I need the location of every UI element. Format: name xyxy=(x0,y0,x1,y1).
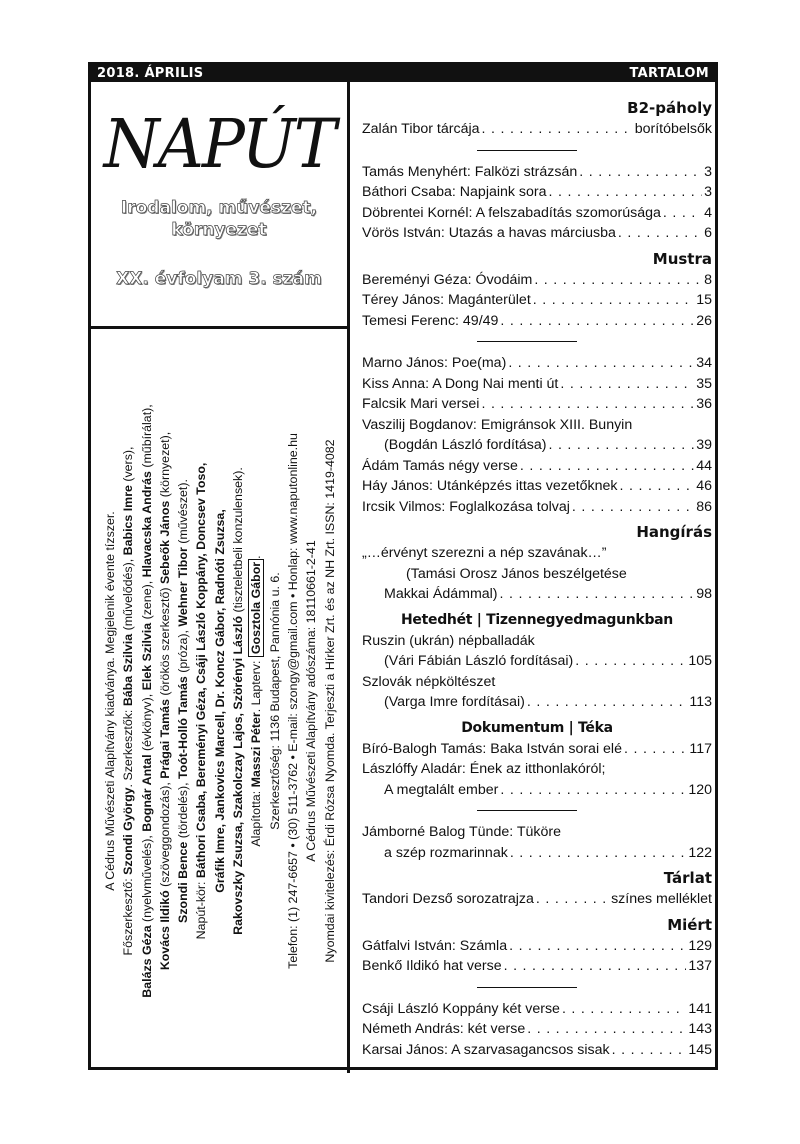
toc-entry-title: Zalán Tibor tárcája xyxy=(362,121,480,137)
imprint-text: (évkönyv), xyxy=(139,690,154,755)
imprint-text: Napút-kör: xyxy=(194,878,209,940)
imprint-text: Főszerkesztő: xyxy=(121,874,136,956)
toc-entry xyxy=(362,822,712,843)
section-heading: Dokumentum | Téka xyxy=(461,719,613,736)
imprint-line xyxy=(247,341,265,1061)
toc-entry-title: Benkő Ildikó hat verse xyxy=(362,958,502,974)
toc-entry xyxy=(362,394,712,415)
subtitle-line-2: környezet xyxy=(171,220,267,240)
imprint-name: Toót-Holló Tamás xyxy=(176,676,191,780)
imprint-line xyxy=(101,341,119,1061)
dot-leader xyxy=(482,119,633,140)
separator xyxy=(477,150,577,151)
toc-entry-title: Tamás Menyhért: Falközi strázsán xyxy=(362,163,578,180)
imprint-text: A Cédrus Művészeti Alapítvány adószáma: 18110661-2-41 xyxy=(304,540,319,862)
toc-entry-page: 35 xyxy=(696,375,712,392)
imprint-text: (műbírálat), xyxy=(139,404,154,472)
dot-leader xyxy=(504,956,687,977)
dot-leader xyxy=(481,394,694,415)
imprint-name: Kovács Ildikó xyxy=(157,890,172,971)
toc-entry-title: Ádám Tamás négy verse xyxy=(362,457,518,474)
imprint-text: (örökös szerkesztő) xyxy=(157,584,172,700)
toc-entry xyxy=(362,223,712,244)
toc-entry xyxy=(362,564,712,585)
toc-entry-title: Szlovák népköltészet xyxy=(362,673,496,690)
subtitle-line-1: Irodalom, művészet, xyxy=(120,198,318,218)
dot-leader xyxy=(500,780,686,801)
toc-entry-title: Bereményi Géza: Óvodáim xyxy=(362,271,533,288)
toc-entry-title: (Tamási Orosz János beszélgetése xyxy=(406,565,627,582)
toc-entry-title: Lászlóffy Aladár: Ének az itthonlakóról; xyxy=(362,761,606,777)
toc-entry-page: 3 xyxy=(704,163,712,180)
imprint-text: (vers), xyxy=(121,446,136,486)
toc-entry xyxy=(362,889,712,910)
volume-number: XX. évfolyam 3. szám xyxy=(116,269,322,289)
dot-leader xyxy=(510,843,687,864)
dot-leader xyxy=(527,1019,686,1040)
imprint-line xyxy=(156,341,174,1061)
toc-entry-page: 86 xyxy=(696,498,712,515)
toc-entry xyxy=(362,497,712,518)
imprint-line xyxy=(119,341,137,1061)
toc-entry-title: Tandori Dezső sorozatrajza xyxy=(362,891,534,907)
toc-entry xyxy=(362,584,712,605)
section-heading: Miért xyxy=(667,915,712,934)
imprint-line xyxy=(321,341,339,1061)
imprint-text: Alapította: xyxy=(249,787,264,847)
toc-entry xyxy=(362,543,712,564)
toc-entry xyxy=(362,353,712,374)
dot-leader xyxy=(663,203,702,224)
imprint-text: . xyxy=(249,555,264,559)
toc-entry-title: Gátfalvi István: Számla xyxy=(362,937,508,954)
dot-leader xyxy=(527,692,688,713)
toc-entry-page: 26 xyxy=(696,312,712,329)
dot-leader xyxy=(624,739,687,760)
imprint-line xyxy=(192,341,210,1061)
dot-leader xyxy=(533,290,694,311)
toc-entry-title: (Vári Fábián László fordításai) xyxy=(384,653,574,669)
imprint-name: Szondi Bence xyxy=(176,841,191,923)
imprint-text: A Cédrus Művészeti Alapítvány kiadványa. Megjelenik évente tízszer. xyxy=(103,511,117,891)
dot-leader xyxy=(562,999,686,1020)
imprint-name: Gosztola Gábor xyxy=(248,559,264,657)
toc-entry-title: Ircsik Vilmos: Foglalkozása tolvaj xyxy=(362,498,570,515)
imprint-text: (művelődés), xyxy=(121,555,136,634)
toc-entry xyxy=(362,759,712,780)
imprint-text: Nyomdai kivitelezés: Érdi Rózsa Nyomda. Terjeszti a Hírker Zrt. és az NH Zrt. ISSN: 1419-4082 xyxy=(322,439,337,963)
imprint-line xyxy=(174,341,192,1061)
imprint-line xyxy=(284,341,302,1061)
toc-entry-title: Kiss Anna: A Dong Nai menti út xyxy=(362,375,559,392)
imprint-line xyxy=(302,341,320,1061)
toc-entry xyxy=(362,631,712,652)
masthead-subtitle xyxy=(91,197,347,241)
toc-entry-title: Bíró-Balogh Tamás: Baka István sorai elé xyxy=(362,740,622,757)
imprint-name: Bognár Antal xyxy=(139,754,154,832)
toc-entry-title: (Varga Imre fordításai) xyxy=(384,694,525,710)
toc-entry-title: A megtalált ember xyxy=(384,781,499,798)
toc-entry-page: borítóbelsők xyxy=(634,121,712,137)
dot-leader xyxy=(508,353,694,374)
imprint-name: Bába Szilvia xyxy=(121,633,136,707)
toc-entry xyxy=(362,162,712,183)
imprint-name: Rakovszky Zsuzsa, Szakolczay Lajos, Szörényi László xyxy=(231,615,246,935)
toc-entry xyxy=(362,374,712,395)
toc-entry-title: a szép rozmarinnak xyxy=(384,844,508,861)
toc-entry xyxy=(362,1019,712,1040)
imprint-text: (művészet). xyxy=(176,479,191,548)
imprint-name: Szondi György xyxy=(121,787,136,875)
dot-leader xyxy=(572,497,694,518)
toc-entry-page: 6 xyxy=(704,225,712,241)
imprint-text: (szöveggondozás), xyxy=(157,778,172,891)
toc-entry-title: (Bogdán László fordítása) xyxy=(384,437,547,453)
dot-leader xyxy=(560,374,694,395)
toc-entry-page: 145 xyxy=(688,1041,712,1058)
toc-entry-title: Ruszin (ukrán) népballadák xyxy=(362,632,535,649)
toc-entry xyxy=(362,476,712,497)
toc-entry-page: 137 xyxy=(688,958,712,974)
toc-entry xyxy=(362,182,712,203)
separator xyxy=(477,341,577,342)
section-heading: B2-páholy xyxy=(627,99,712,117)
dot-leader xyxy=(500,311,694,332)
toc-entry-title: Döbrentei Kornél: A felszabadítás szomorúsága xyxy=(362,204,661,221)
toc-entry xyxy=(362,843,712,864)
top-bar xyxy=(91,65,715,82)
imprint-name: Sebeők János xyxy=(157,500,172,585)
dot-leader xyxy=(618,223,702,244)
imprint-text: . Szerkesztők: xyxy=(121,706,136,788)
toc-entry-title: Németh András: két verse xyxy=(362,1021,526,1037)
dot-leader xyxy=(520,456,694,477)
imprint-name: Gráfik Imre, Jankovics Marcell, Dr. Koncz Gábor, Radnóti Zsuzsa, xyxy=(212,509,227,893)
toc-entry-title: Háy János: Utánképzés ittas vezetőknek xyxy=(362,478,618,494)
toc-entry-title: Vaszilij Bogdanov: Emigránsok XIII. Bunyin xyxy=(362,416,633,433)
toc-entry-page: 143 xyxy=(688,1021,712,1037)
imprint-text: (próza), xyxy=(176,626,191,677)
toc-entry-title: Báthori Csaba: Napjaink sora xyxy=(362,184,547,200)
toc-entry-page: 39 xyxy=(696,437,712,453)
imprint-name: Elek Szilvia xyxy=(139,622,154,691)
toc-entry-title: Karsai János: A szarvasagancsos sisak xyxy=(362,1041,610,1058)
imprint-text: (zene), xyxy=(139,577,154,623)
toc-entry xyxy=(362,936,712,957)
toc-entry xyxy=(362,203,712,224)
toc-entry-title: Falcsik Mari versei xyxy=(362,396,480,412)
section-heading: Hetedhét | Tizennegyedmagunkban xyxy=(401,611,673,628)
separator xyxy=(477,987,577,988)
toc-entry xyxy=(362,1040,712,1061)
dot-leader xyxy=(534,270,702,291)
toc-entry-page: 120 xyxy=(688,781,712,798)
section-heading: Tárlat xyxy=(663,869,712,887)
imprint-line xyxy=(266,341,284,1061)
toc-entry-page: 141 xyxy=(688,1000,712,1017)
toc-entry xyxy=(362,739,712,760)
page-frame xyxy=(88,62,718,1070)
imprint-name: Balázs Géza xyxy=(139,925,154,998)
separator xyxy=(477,810,577,811)
napút-logo: NAPÚT xyxy=(103,106,335,184)
imprint-name: Masszi Péter xyxy=(249,712,264,788)
imprint-name: Hlavacska András xyxy=(139,471,154,578)
dot-leader xyxy=(612,1040,687,1061)
section-title: TARTALOM xyxy=(629,66,709,81)
imprint-text: (nyelvművelés), xyxy=(139,831,154,926)
toc-entry xyxy=(362,270,712,291)
toc-entry-page: 34 xyxy=(696,355,712,371)
imprint-text: (környezet), xyxy=(157,431,172,501)
toc-entry-page: 122 xyxy=(688,844,712,861)
toc-entry-page: 36 xyxy=(696,396,712,412)
imprint-line xyxy=(229,341,247,1061)
imprint-name: Wehner Tibor xyxy=(176,547,191,627)
toc-entry xyxy=(362,692,712,713)
toc-entry-title: Vörös István: Utazás a havas márciusba xyxy=(362,225,616,241)
imprint-text: Szerkesztőség: 1136 Budapest, Pannónia u. 6. xyxy=(267,572,282,830)
toc-entry-page: 8 xyxy=(704,271,712,288)
toc-entry-page: 15 xyxy=(696,292,712,308)
toc-entry-page: 117 xyxy=(689,740,712,757)
toc-entry-title: Temesi Ferenc: 49/49 xyxy=(362,312,499,329)
toc-entry-title: „…érvényt szerezni a nép szavának…” xyxy=(362,545,607,561)
toc-entry-page: színes melléklet xyxy=(611,891,712,907)
toc-entry xyxy=(362,119,712,140)
toc-entry xyxy=(362,311,712,332)
table-of-contents xyxy=(362,93,712,1060)
section-heading: Hangírás xyxy=(636,523,712,541)
imprint-text: . Lapterv: xyxy=(249,657,264,713)
issue-date: 2018. ÁPRILIS xyxy=(97,66,204,81)
column-divider xyxy=(347,82,350,1073)
toc-entry-page: 113 xyxy=(689,694,712,710)
toc-entry xyxy=(362,956,712,977)
toc-entry-title: Jámborné Balog Tünde: Tüköre xyxy=(362,824,562,840)
dot-leader xyxy=(536,889,609,910)
toc-entry-page: 105 xyxy=(688,653,712,669)
toc-entry-page: 46 xyxy=(696,478,712,494)
toc-entry-page: 3 xyxy=(704,184,712,200)
toc-entry-title: Makkai Ádámmal) xyxy=(384,586,498,602)
imprint-line xyxy=(138,341,156,1061)
imprint-text: (tördelés), xyxy=(176,779,191,842)
toc-entry xyxy=(362,456,712,477)
dot-leader xyxy=(579,162,702,183)
toc-entry-page: 129 xyxy=(688,937,712,954)
imprint-text: (tiszteletbeli konzulensek). xyxy=(231,467,246,616)
imprint-name: Báthori Csaba, Bereményi Géza, Csáji László Koppány, Doncsev Toso, xyxy=(194,462,209,879)
imprint-text: Telefon: (1) 247-6657 • (30) 511-3762 • E-mail: szongy@gmail.com • Honlap: www.naputonline.hu xyxy=(285,433,300,969)
toc-entry-title: Térey János: Magánterület xyxy=(362,292,531,308)
dot-leader xyxy=(549,182,703,203)
toc-entry xyxy=(362,651,712,672)
toc-entry-title: Marno János: Poe(ma) xyxy=(362,355,507,371)
toc-entry-title: Csáji László Koppány két verse xyxy=(362,1000,560,1017)
toc-entry-page: 44 xyxy=(696,457,712,474)
imprint xyxy=(101,341,341,1061)
toc-entry-page: 98 xyxy=(696,586,712,602)
imprint-line xyxy=(211,341,229,1061)
section-heading: Mustra xyxy=(652,249,712,268)
toc-entry xyxy=(362,672,712,693)
dot-leader xyxy=(509,936,686,957)
dot-leader xyxy=(575,651,686,672)
dot-leader xyxy=(500,584,695,605)
masthead-divider xyxy=(91,326,347,329)
toc-entry xyxy=(362,999,712,1020)
dot-leader xyxy=(548,435,694,456)
imprint-name: Babics Imre xyxy=(121,485,136,556)
toc-entry xyxy=(362,780,712,801)
toc-entry xyxy=(362,290,712,311)
dot-leader xyxy=(620,476,695,497)
toc-entry xyxy=(362,415,712,436)
imprint-name: Prágai Tamás xyxy=(157,699,172,779)
toc-entry xyxy=(362,435,712,456)
toc-entry-page: 4 xyxy=(704,204,712,221)
